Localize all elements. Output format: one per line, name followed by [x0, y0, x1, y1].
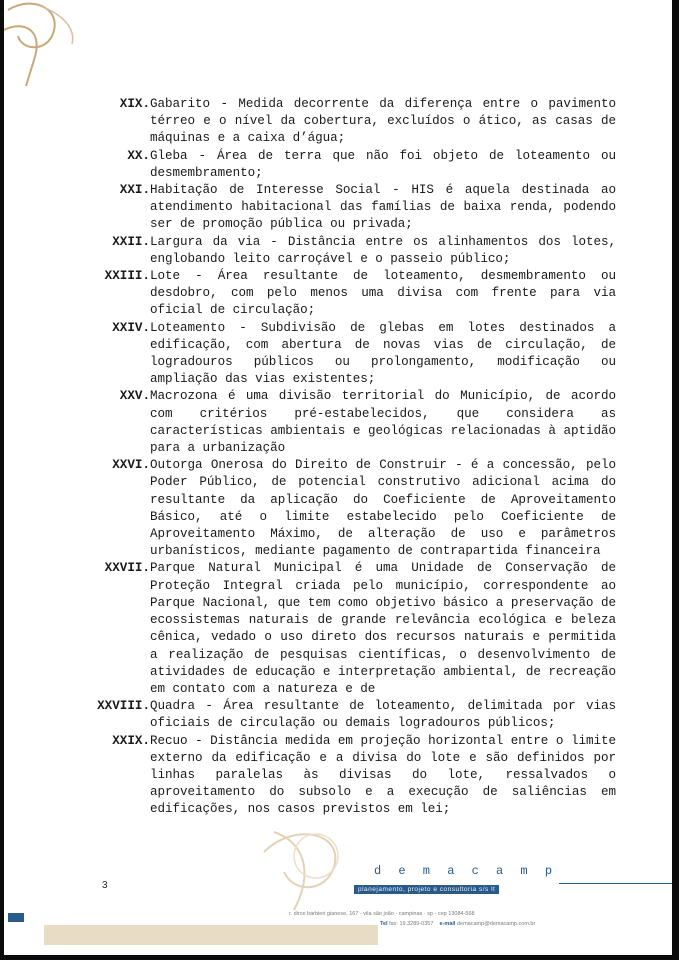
document-page: [4, 0, 672, 955]
definition-item: [4, 457, 624, 560]
definition-text: Largura da via - Distância entre os alinhamentos dos lotes, englobando leito carroçável e o passeio público;: [150, 234, 616, 266]
brand-tagline: planejamento, projeto e consultoria s/s lt: [354, 885, 499, 894]
definition-number: XXIV.: [112, 320, 150, 335]
definition-item: [4, 234, 624, 268]
definition-item: [4, 388, 624, 457]
footer-brand: [354, 864, 672, 896]
definition-text: Recuo - Distância medida em projeção horizontal entre o limite externo da edificação e a divisa do lote e são definidos por linhas paralelas às divisas do lote, ressalvados o aproveitamento do subsolo e a execução de saliências em edificações, nos casos previstos em lei;: [150, 733, 616, 817]
definition-item: [4, 320, 624, 389]
email-value: demacamp@demacamp.com.br: [456, 921, 536, 927]
definition-number: XXV.: [119, 389, 150, 404]
definition-number: XXVI.: [112, 458, 150, 473]
email-label: e-mail: [439, 921, 456, 927]
definition-text: Habitação de Interesse Social - HIS é aquela destinada ao atendimento habitacional das famílias de baixa renda, podendo ser de promoção pública ou privada;: [150, 183, 616, 232]
definition-item: [4, 733, 624, 819]
definition-item: [4, 96, 624, 148]
definition-item: [4, 698, 624, 732]
definition-number: XXIII.: [104, 269, 150, 284]
footer-contact: [380, 921, 535, 927]
watermark-logo-icon: [254, 812, 364, 912]
definition-text: Parque Natural Municipal é uma Unidade de Conservação de Proteção Integral criada pelo município, correspondente ao Parque Nacional, que tem como objetivo básico a preservação de ecossistemas naturais de grande relevância ecológica e beleza cênica, vedado o uso direto dos recursos naturais e permitida a realização de pesquisas científicas, o desenvolvimento de atividades de educação e interpretação ambiental, de recreação em contato com a natureza e de: [150, 561, 616, 696]
definition-number: XXVII.: [104, 561, 150, 576]
footer-address: r. dirce barbieri gianese, 167 - vila são joão · campinas · sp · cep 13084-568: [289, 911, 475, 917]
definition-number: XIX.: [119, 97, 150, 111]
definition-item: [4, 182, 624, 234]
definition-text: Lote - Área resultante de loteamento, desmembramento ou desdobro, com pelo menos uma divisa com frente para via oficial de circulação;: [150, 269, 616, 318]
page-number: 3: [102, 880, 108, 891]
definition-text: Gabarito - Medida decorrente da diferença entre o pavimento térreo e o nível da cobertura, excluídos o ático, as casas de máquinas e a caixa d’água;: [150, 97, 616, 146]
tel-value: fax: 19.3289-0357: [389, 921, 434, 927]
definition-text: Loteamento - Subdivisão de glebas em lotes destinados a edificação, com abertura de novas vias de circulação, de logradouros públicos ou prolongamento, modificação ou ampliação das vias existentes;: [150, 320, 616, 387]
definition-text: Macrozona é uma divisão territorial do Município, de acordo com critérios pré-estabelecidos, que considera as características ambientais e geológicas relacionadas à aptidão para a urbanização: [150, 389, 616, 456]
definition-number: XXI.: [119, 183, 150, 198]
definition-number: XXIX.: [112, 733, 150, 748]
definition-text: Quadra - Área resultante de loteamento, delimitada por vias oficiais de circulação ou demais logradouros públicos;: [150, 699, 616, 731]
footer-blue-block: [8, 913, 24, 922]
brand-divider: [559, 883, 672, 884]
brand-name: d e m a c a m p: [374, 864, 558, 878]
definition-item: [4, 560, 624, 698]
footer-beige-bar: [44, 925, 378, 945]
logo-mark-icon: [4, 0, 84, 90]
definition-number: XX.: [127, 148, 150, 163]
definitions-list: [4, 96, 624, 819]
definition-item: [4, 268, 624, 320]
definition-number: XXII.: [112, 234, 150, 249]
definition-item: [4, 148, 624, 182]
definition-number: XXVIII.: [97, 699, 150, 714]
tel-label: Tel: [380, 921, 388, 927]
definition-text: Outorga Onerosa do Direito de Construir - é a concessão, pelo Poder Público, de potencial construtivo adicional acima do resultante da aplicação do Coeficiente de Aproveitamento Básico, até o limite estabelecido pelo Coeficiente de Aproveitamento Máximo, de alteração de uso e parâmetros urbanísticos, mediante pagamento de contrapartida financeira: [150, 458, 616, 559]
definition-text: Gleba - Área de terra que não foi objeto de loteamento ou desmembramento;: [150, 148, 616, 180]
